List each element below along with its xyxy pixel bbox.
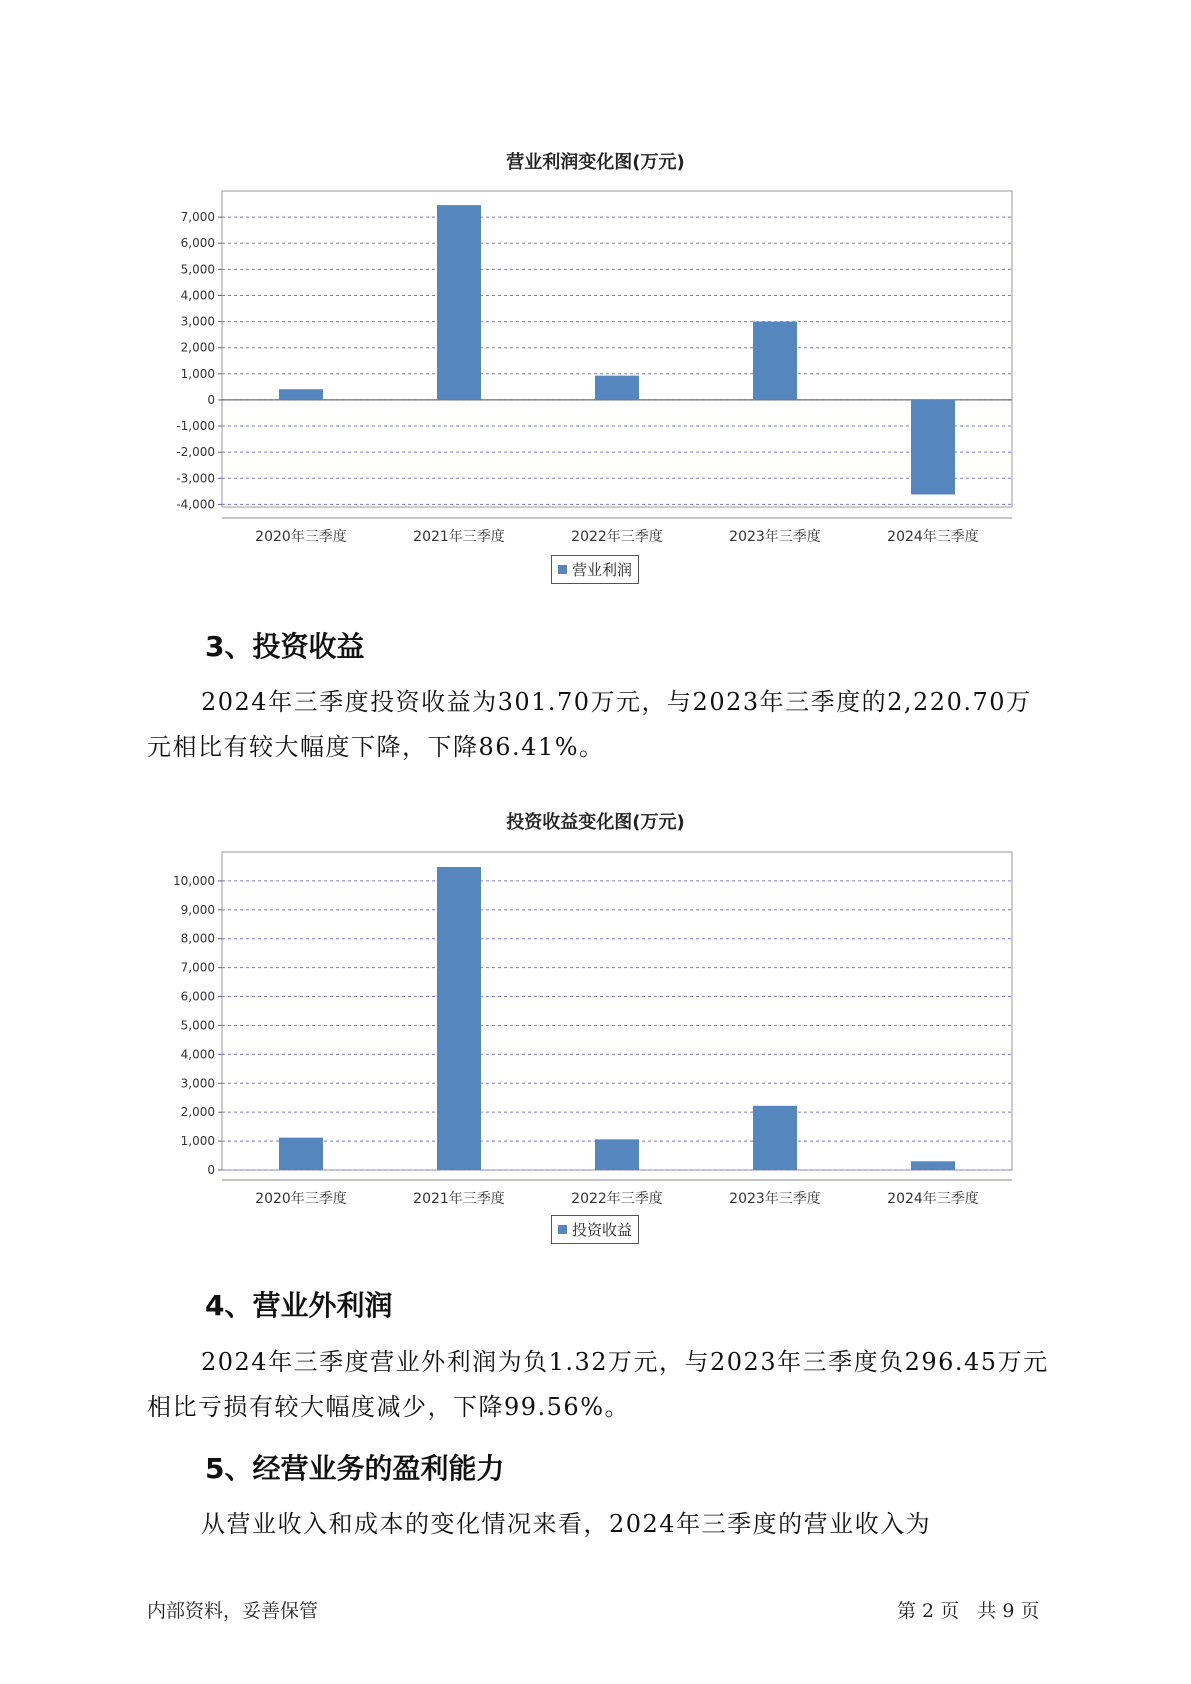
x-tick-label: 2021年三季度 xyxy=(413,1191,505,1207)
y-tick-label: 10,000 xyxy=(173,873,215,888)
x-tick-label: 2023年三季度 xyxy=(729,529,821,545)
x-tick-label: 2021年三季度 xyxy=(413,529,505,545)
y-tick-label: -1,000 xyxy=(176,419,215,434)
y-tick-label: 5,000 xyxy=(180,262,215,277)
section-heading: 3、投资收益 xyxy=(205,630,365,663)
footer-page-number: 第 2 页 共 9 页 xyxy=(897,1600,1040,1622)
x-tick-label: 2020年三季度 xyxy=(255,529,347,545)
y-tick-label: -4,000 xyxy=(176,497,215,512)
section-paragraph: 2024年三季度投资收益为301.70万元，与2023年三季度的2,220.70万元相比有较大幅度下降，下降86.41%。 xyxy=(147,688,1032,761)
chart-legend xyxy=(551,1215,639,1244)
legend-label: 投资收益 xyxy=(572,1221,633,1239)
bar xyxy=(595,1139,639,1170)
y-tick-label: 4,000 xyxy=(180,288,215,303)
bar xyxy=(753,1106,797,1170)
section-paragraph: 从营业收入和成本的变化情况来看，2024年三季度的营业收入为 xyxy=(201,1510,932,1538)
y-tick-label: 3,000 xyxy=(180,314,215,329)
footer-left: 内部资料，妥善保管 xyxy=(147,1600,319,1622)
plot-area xyxy=(222,852,1012,1170)
y-tick-label: 1,000 xyxy=(180,1134,215,1149)
y-tick-label: 1,000 xyxy=(180,366,215,381)
y-tick-label: 6,000 xyxy=(180,236,215,251)
bar xyxy=(279,1138,323,1170)
x-tick-label: 2022年三季度 xyxy=(571,529,663,545)
y-tick-label: 4,000 xyxy=(180,1047,215,1062)
bar xyxy=(437,867,481,1170)
y-tick-label: 9,000 xyxy=(180,902,215,917)
bar xyxy=(911,1161,955,1170)
y-tick-label: 7,000 xyxy=(180,960,215,975)
x-tick-label: 2020年三季度 xyxy=(255,1191,347,1207)
y-tick-label: 2,000 xyxy=(180,340,215,355)
y-tick-label: 0 xyxy=(207,392,215,407)
chart-title: 投资收益变化图(万元) xyxy=(506,812,685,833)
y-tick-label: 6,000 xyxy=(180,989,215,1004)
y-tick-label: -2,000 xyxy=(176,445,215,460)
y-tick-label: 7,000 xyxy=(180,210,215,225)
x-tick-label: 2022年三季度 xyxy=(571,1191,663,1207)
section-paragraph: 2024年三季度营业外利润为负1.32万元，与2023年三季度负296.45万元相比亏损有较大幅度减少，下降99.56%。 xyxy=(147,1348,1049,1421)
x-tick-label: 2024年三季度 xyxy=(887,529,979,545)
y-tick-label: 2,000 xyxy=(180,1105,215,1120)
legend-label: 营业利润 xyxy=(572,561,633,579)
y-tick-label: 0 xyxy=(207,1163,215,1177)
y-tick-label: 3,000 xyxy=(180,1076,215,1091)
section-heading: 4、营业外利润 xyxy=(205,1289,393,1322)
y-tick-label: -3,000 xyxy=(176,471,215,486)
legend-swatch xyxy=(558,1225,567,1234)
x-tick-label: 2024年三季度 xyxy=(887,1191,979,1207)
y-tick-label: 5,000 xyxy=(180,1018,215,1033)
section-heading: 5、经营业务的盈利能力 xyxy=(205,1452,505,1485)
x-tick-label: 2023年三季度 xyxy=(729,1191,821,1207)
chart-title: 营业利润变化图(万元) xyxy=(506,152,685,173)
y-tick-label: 8,000 xyxy=(180,931,215,946)
